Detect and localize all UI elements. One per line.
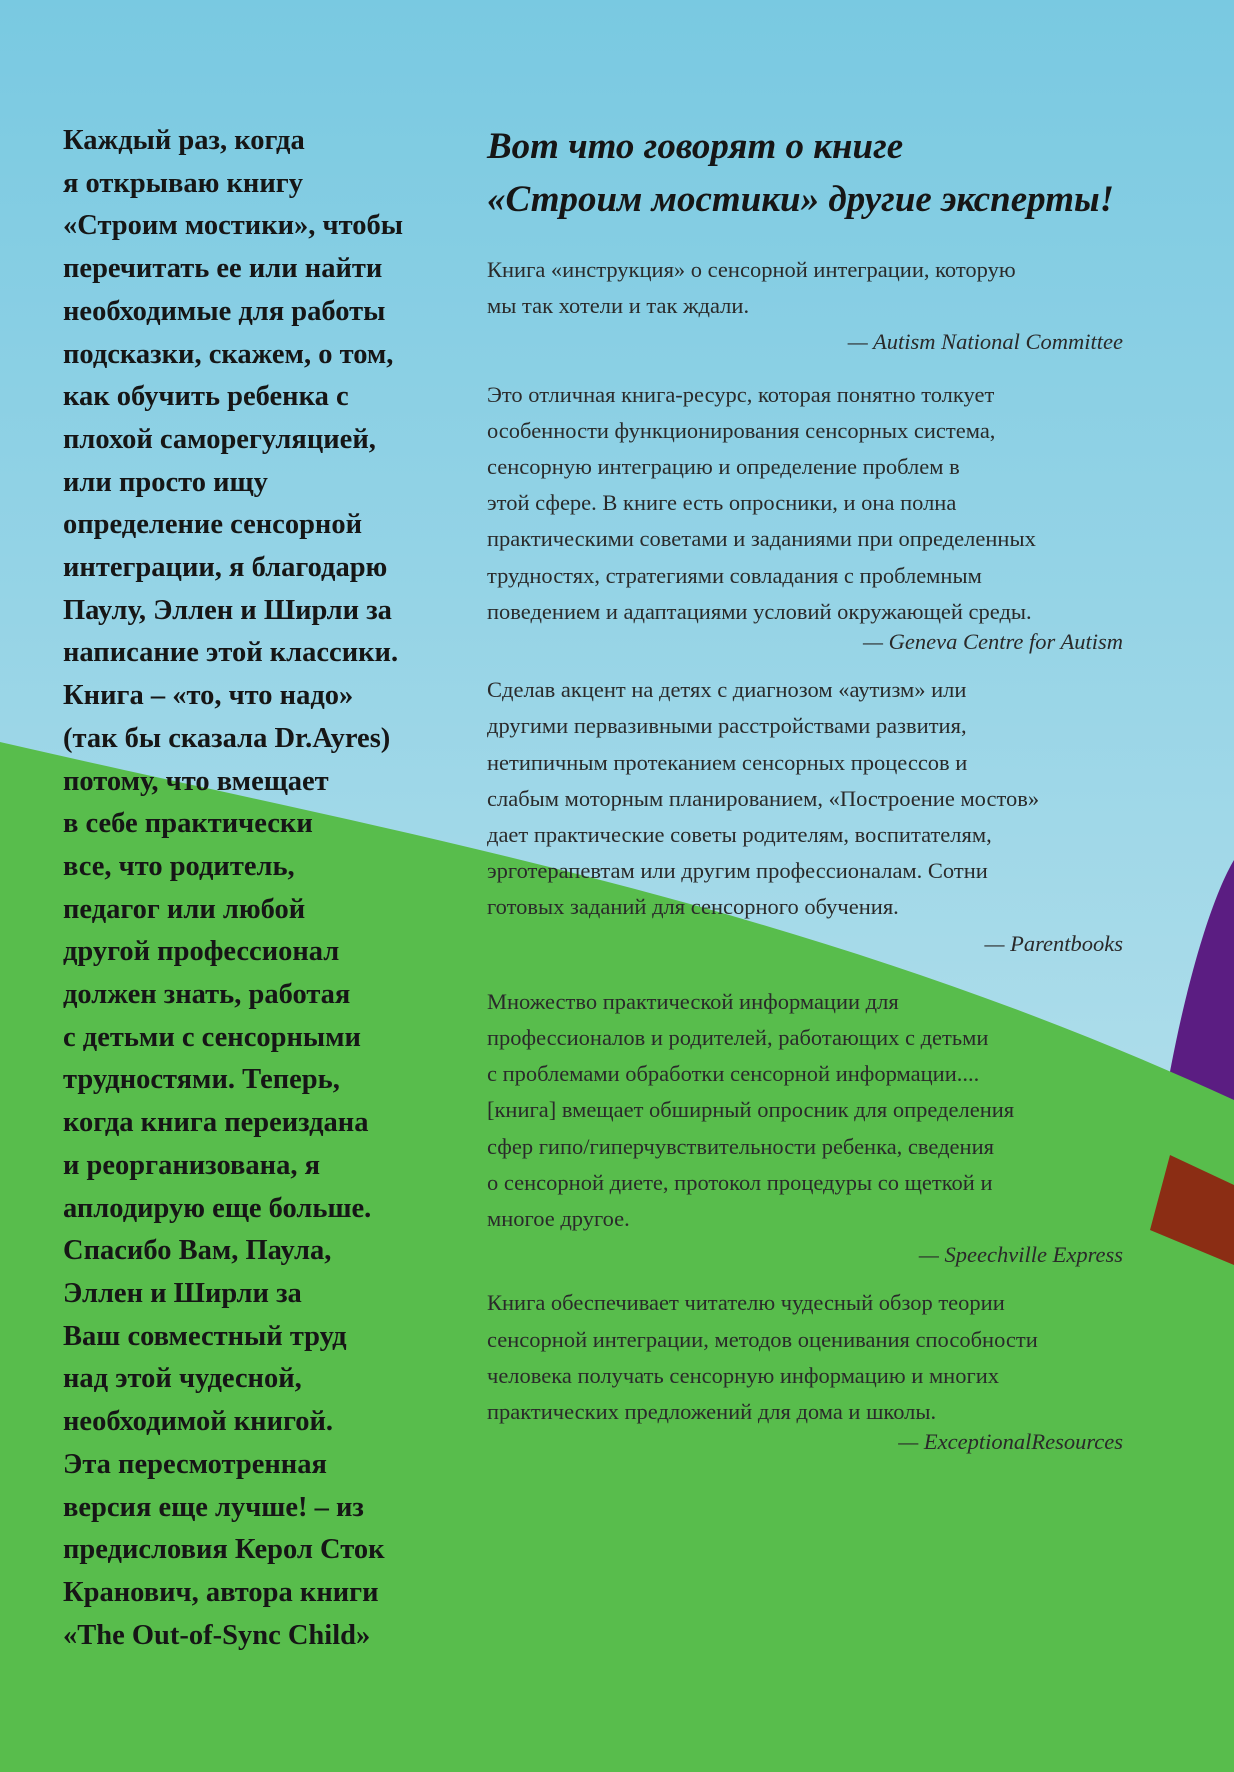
review-source: — Geneva Centre for Autism — [863, 629, 1123, 655]
review-source: — Autism National Committee — [847, 329, 1123, 355]
review-text: Это отличная книга-ресурс, которая понятно толкует особенности функционирования сенсорных система, сенсорную интеграцию и определение проблем в этой сфере. В книге есть опросники, и она полна практическими советами и заданиями при определенных трудностях, стратегиями совладания с проблемным поведением и адаптациями условий окружающей среды. — [487, 381, 1036, 624]
review-source: — Speechville Express — [918, 1242, 1123, 1268]
expert-reviews-section — [487, 120, 1127, 1461]
review-text: Книга обеспечивает читателю чудесный обзор теории сенсорной интеграции, методов оценивания способности человека получать сенсорную информацию и многих практических предложений для дома и школы. — [487, 1290, 1038, 1425]
review-text: Книга «инструкция» о сенсорной интеграции, которую мы так хотели и так ждали. — [487, 257, 1016, 319]
review — [487, 672, 1127, 962]
review — [487, 377, 1127, 661]
review-source: — Parentbooks — [984, 930, 1123, 956]
review — [487, 1285, 1127, 1460]
review-text: Множество практической информации для профессионалов и родителей, работающих с детьми с проблемами обработки сенсорной информации.... [книга] вмещает обширный опросник для определения сфер гипо/гиперчувствительности ребенка, сведения о сенсорной диете, протокол процедуры со щеткой и многое другое. — [487, 988, 1015, 1232]
review-source: — ExceptionalResources — [898, 1429, 1123, 1455]
review — [487, 984, 1127, 1274]
foreword-quote: Каждый раз, когда я открываю книгу «Строим мостики», чтобы перечитать ее или найти необходимые для работы подсказки, скажем, о том, как обучить ребенка с плохой саморегуляцией, или просто ищу определение сенсорной интеграции, я благодарю Паулу, Эллен и Ширли за написание этой классики. Книга – «то, что надо» (так бы сказала Dr.Ayres) потому, что вмещает в себе практически все, что родитель, педагог или любой другой профессионал должен знать, работая с детьми с сенсорными трудностями. Теперь, когда книга переиздана и реорганизована, я аплодирую еще больше. Спасибо Вам, Паула, Эллен и Ширли за Ваш совместный труд над этой чудесной, необходимой книгой. Эта пересмотренная версия еще лучше! – из предисловия Керол Сток Кранович, автора книги «The Out-of-Sync Child» — [63, 125, 404, 1651]
review-text: Сделав акцент на детях с диагнозом «аутизм» или другими первазивными расстройствами развития, нетипичным протеканием сенсорных процессов и слабым моторным планированием, «Построение мостов» дает практические советы родителям, воспитателям, эрготерапевтам или другим профессионалам. Сотни готовых заданий для сенсорного обучения. — [487, 677, 1040, 920]
section-headline: Вот что говорят о книге «Строим мостики» другие эксперты! — [487, 126, 1115, 220]
review — [487, 252, 1127, 361]
